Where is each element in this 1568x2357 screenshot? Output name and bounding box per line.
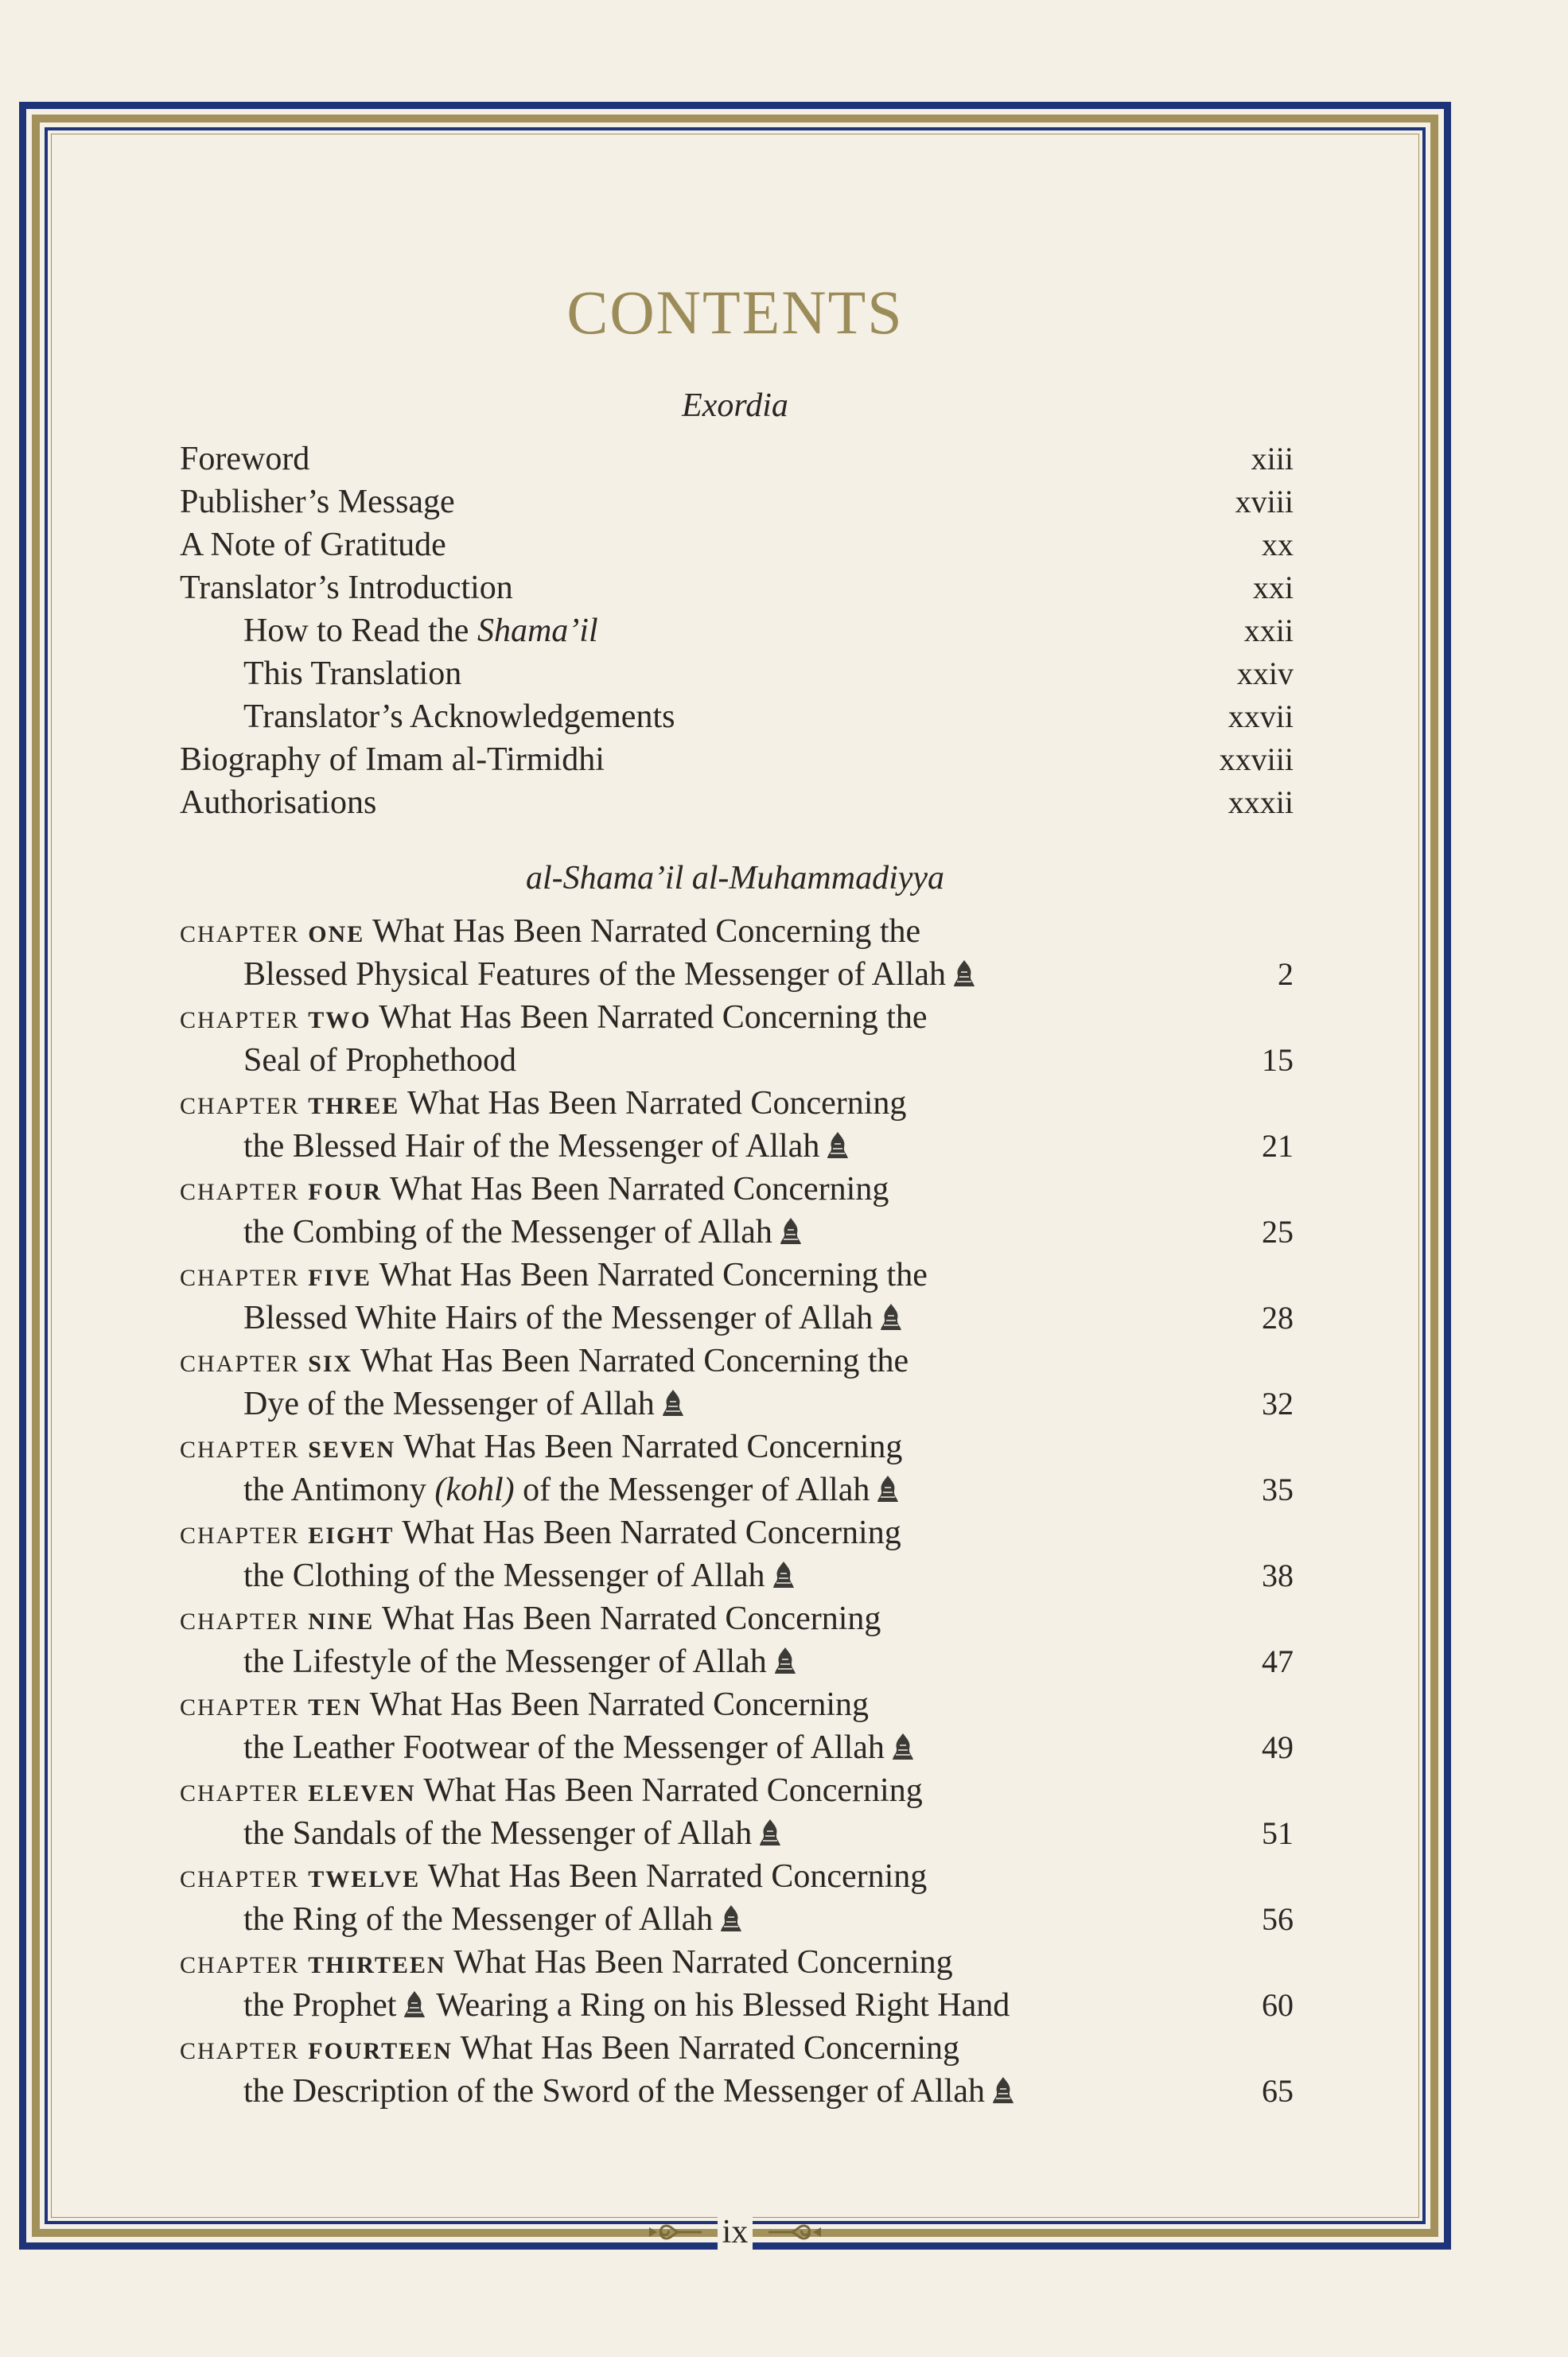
toc-subentry[interactable]	[243, 652, 1294, 695]
toc-entry-title: A Note of Gratitude	[180, 527, 446, 563]
chapter-title: What Has Been Narrated Concerning	[403, 1429, 903, 1465]
page-folio: ix	[718, 2213, 753, 2251]
toc-page-number: xxi	[1252, 570, 1294, 605]
chapter-entry-line2[interactable]	[243, 1812, 1294, 1855]
chapter-label: CHAPTER	[180, 1093, 300, 1119]
chapter-entry-line1[interactable]	[180, 1082, 1294, 1125]
toc-entry[interactable]	[180, 438, 1294, 480]
salawat-calligraphy-icon	[824, 1130, 851, 1161]
chapter-title: What Has Been Narrated Concerning the	[379, 999, 928, 1036]
chapter-entry-line2[interactable]	[243, 1554, 1294, 1597]
toc-subentry[interactable]	[243, 609, 1294, 652]
chapter-number: SIX	[308, 1351, 353, 1377]
toc-page-number: xxiv	[1236, 655, 1294, 691]
chapter-title-cont: Dye of the Messenger of Allah	[243, 1386, 655, 1422]
toc-entry[interactable]	[180, 566, 1294, 609]
salawat-calligraphy-icon	[659, 1387, 687, 1419]
chapter-entry-line2[interactable]	[243, 2070, 1294, 2113]
toc-page-number: 2	[1278, 956, 1294, 992]
chapter-number: ELEVEN	[308, 1780, 416, 1807]
chapter-label: CHAPTER	[180, 1523, 300, 1549]
toc-entry-title: Translator’s Introduction	[180, 570, 513, 606]
chapter-title: What Has Been Narrated Concerning the	[360, 1343, 909, 1379]
toc-page-number: 51	[1262, 1815, 1294, 1851]
chapter-title-cont: Wearing a Ring on his Blessed Right Hand	[428, 1987, 1010, 2024]
chapter-label: CHAPTER	[180, 1265, 300, 1291]
chapter-title-cont: the Description of the Sword of the Messenger of Allah	[243, 2073, 985, 2110]
chapter-title-cont: of the Messenger of Allah	[514, 1472, 870, 1508]
chapter-title-cont: the Clothing of the Messenger of Allah	[243, 1558, 765, 1594]
chapter-entry-line2[interactable]	[243, 953, 1294, 996]
chapter-title: What Has Been Narrated Concerning	[402, 1515, 901, 1551]
chapter-title: What Has Been Narrated Concerning the	[379, 1257, 928, 1293]
chapter-entry-line1[interactable]	[180, 1425, 1294, 1468]
salawat-calligraphy-icon	[990, 2075, 1017, 2106]
salawat-calligraphy-icon	[757, 1817, 784, 1849]
chapter-entry-line1[interactable]	[180, 1855, 1294, 1898]
toc-page-number: xxviii	[1219, 741, 1294, 777]
chapter-number: THREE	[308, 1093, 400, 1119]
toc-entry-title: Authorisations	[180, 784, 377, 821]
toc-entry-title-italic: Shama’il	[477, 613, 598, 649]
chapter-label: CHAPTER	[180, 1780, 300, 1807]
chapter-title: What Has Been Narrated Concerning the	[372, 913, 921, 950]
toc-page-number: 21	[1262, 1128, 1294, 1164]
chapter-label: CHAPTER	[180, 1608, 300, 1635]
section-heading-exordia: Exordia	[682, 387, 788, 424]
toc-page-number: 47	[1262, 1643, 1294, 1679]
chapter-entry-line1[interactable]	[180, 996, 1294, 1039]
toc-entry-title-text: How to Read the	[243, 613, 477, 649]
chapter-entry-line2[interactable]	[243, 1468, 1294, 1511]
toc-page-number: 15	[1262, 1042, 1294, 1078]
chapter-title-cont: Seal of Prophethood	[243, 1042, 516, 1079]
chapter-entry-line1[interactable]	[180, 2027, 1294, 2070]
page-title: CONTENTS	[566, 278, 904, 347]
arabesque-flourish-icon	[767, 2216, 823, 2248]
chapter-label: CHAPTER	[180, 1952, 300, 1978]
toc-entry[interactable]	[180, 738, 1294, 781]
chapter-number: TWO	[308, 1007, 372, 1033]
chapter-number: SEVEN	[308, 1437, 396, 1463]
chapter-number: TWELVE	[308, 1866, 421, 1892]
toc-page-number: xx	[1262, 527, 1294, 562]
toc-entry-title: This Translation	[243, 655, 462, 692]
chapter-title-cont: the Ring of the Messenger of Allah	[243, 1901, 714, 1938]
toc-page-number: 38	[1262, 1558, 1294, 1593]
section-heading-shamail: al-Shama’il al-Muhammadiyya	[525, 860, 945, 897]
chapter-title: What Has Been Narrated Concerning	[460, 2030, 959, 2067]
salawat-calligraphy-icon	[951, 958, 978, 990]
chapter-title: What Has Been Narrated Concerning	[423, 1772, 923, 1809]
toc-entry-title: Publisher’s Message	[180, 484, 455, 520]
chapter-label: CHAPTER	[180, 1351, 300, 1377]
chapter-title-cont: the Blessed Hair of the Messenger of Allah	[243, 1128, 820, 1165]
toc-page-number: xiii	[1251, 441, 1294, 476]
chapter-title: What Has Been Narrated Concerning	[427, 1858, 928, 1895]
chapter-entry-line1[interactable]	[180, 1254, 1294, 1297]
chapter-number: FIVE	[308, 1265, 372, 1291]
chapter-entry-line2[interactable]	[243, 1211, 1294, 1254]
chapter-number: THIRTEEN	[308, 1952, 446, 1978]
chapter-number: FOURTEEN	[308, 2038, 453, 2064]
page-footer	[0, 2213, 1470, 2267]
salawat-calligraphy-icon	[877, 1301, 905, 1333]
toc-page-number: xviii	[1235, 484, 1294, 519]
chapter-title-cont: Blessed Physical Features of the Messenger of Allah	[243, 956, 946, 993]
toc-page-number: xxxii	[1228, 784, 1294, 820]
toc-page-number: 25	[1262, 1214, 1294, 1250]
chapter-entry-line1[interactable]	[180, 910, 1294, 953]
chapter-number: NINE	[308, 1608, 375, 1635]
toc-entry[interactable]	[180, 523, 1294, 566]
chapter-label: CHAPTER	[180, 2038, 300, 2064]
toc-entry[interactable]	[180, 781, 1294, 824]
salawat-calligraphy-icon	[772, 1645, 799, 1677]
chapter-label: CHAPTER	[180, 1437, 300, 1463]
chapter-title-cont: the Leather Footwear of the Messenger of Allah	[243, 1729, 885, 1766]
salawat-calligraphy-icon	[401, 1989, 428, 2021]
chapter-entry-line2[interactable]	[243, 1039, 1294, 1082]
toc-page-number: 35	[1262, 1472, 1294, 1507]
chapter-title-cont: Blessed White Hairs of the Messenger of Allah	[243, 1300, 873, 1336]
toc-entry[interactable]	[180, 480, 1294, 523]
toc-page-number: 65	[1262, 2073, 1294, 2109]
chapter-title-cont: the Prophet	[243, 1987, 397, 2024]
chapter-entry-line2[interactable]	[243, 1640, 1294, 1683]
chapter-title-cont: the Antimony	[243, 1472, 435, 1508]
chapter-title: What Has Been Narrated Concerning	[389, 1171, 889, 1208]
chapter-label: CHAPTER	[180, 1694, 300, 1721]
chapter-entry-line2[interactable]	[243, 1726, 1294, 1769]
chapter-entry-line1[interactable]	[180, 1340, 1294, 1383]
chapter-title: What Has Been Narrated Concerning	[453, 1944, 953, 1981]
arabesque-flourish-icon	[648, 2216, 703, 2248]
chapter-title: What Has Been Narrated Concerning	[369, 1686, 870, 1723]
toc-entry-title: Translator’s Acknowledgements	[243, 698, 675, 735]
chapter-label: CHAPTER	[180, 921, 300, 947]
salawat-calligraphy-icon	[770, 1559, 797, 1591]
salawat-calligraphy-icon	[777, 1215, 804, 1247]
chapter-number: ONE	[308, 921, 365, 947]
toc-page-number: 28	[1262, 1300, 1294, 1336]
chapter-title-italic: (kohl)	[434, 1472, 515, 1508]
toc-page-number: xxii	[1243, 613, 1294, 648]
chapter-entry-line1[interactable]	[180, 1168, 1294, 1211]
salawat-calligraphy-icon	[889, 1731, 916, 1763]
toc-page-number: 56	[1262, 1901, 1294, 1937]
chapter-title: What Has Been Narrated Concerning	[381, 1601, 881, 1637]
toc-page-number: 49	[1262, 1729, 1294, 1765]
chapter-label: CHAPTER	[180, 1179, 300, 1205]
chapter-number: TEN	[308, 1694, 362, 1721]
chapter-number: FOUR	[308, 1179, 383, 1205]
chapter-title-cont: the Combing of the Messenger of Allah	[243, 1214, 772, 1250]
toc-entry-title	[243, 609, 598, 652]
chapter-entry-line2[interactable]	[243, 1125, 1294, 1168]
chapter-entry-line1[interactable]	[180, 1683, 1294, 1726]
toc-page-number: xxvii	[1228, 698, 1294, 734]
salawat-calligraphy-icon	[874, 1473, 901, 1505]
toc-page-number: 60	[1262, 1987, 1294, 2023]
chapter-number: EIGHT	[308, 1523, 395, 1549]
chapter-entry-line2[interactable]	[243, 1898, 1294, 1941]
chapter-entry-line2[interactable]	[243, 1297, 1294, 1340]
toc-entry-title: Biography of Imam al-Tirmidhi	[180, 741, 605, 778]
chapter-entry-line2[interactable]	[243, 1383, 1294, 1425]
chapter-title-cont: the Lifestyle of the Messenger of Allah	[243, 1643, 767, 1680]
chapter-title-cont: the Sandals of the Messenger of Allah	[243, 1815, 753, 1852]
salawat-calligraphy-icon	[718, 1903, 745, 1935]
chapter-entry-line1[interactable]	[180, 1769, 1294, 1812]
toc-page-number: 32	[1262, 1386, 1294, 1422]
chapter-label: CHAPTER	[180, 1866, 300, 1892]
chapter-title: What Has Been Narrated Concerning	[407, 1085, 907, 1122]
chapter-label: CHAPTER	[180, 1007, 300, 1033]
chapter-entry-line1[interactable]	[180, 1511, 1294, 1554]
toc-subentry[interactable]	[243, 695, 1294, 738]
toc-entry-title: Foreword	[180, 441, 310, 477]
chapter-entry-line1[interactable]	[180, 1597, 1294, 1640]
chapter-entry-line2[interactable]	[243, 1984, 1294, 2027]
chapter-entry-line1[interactable]	[180, 1941, 1294, 1984]
